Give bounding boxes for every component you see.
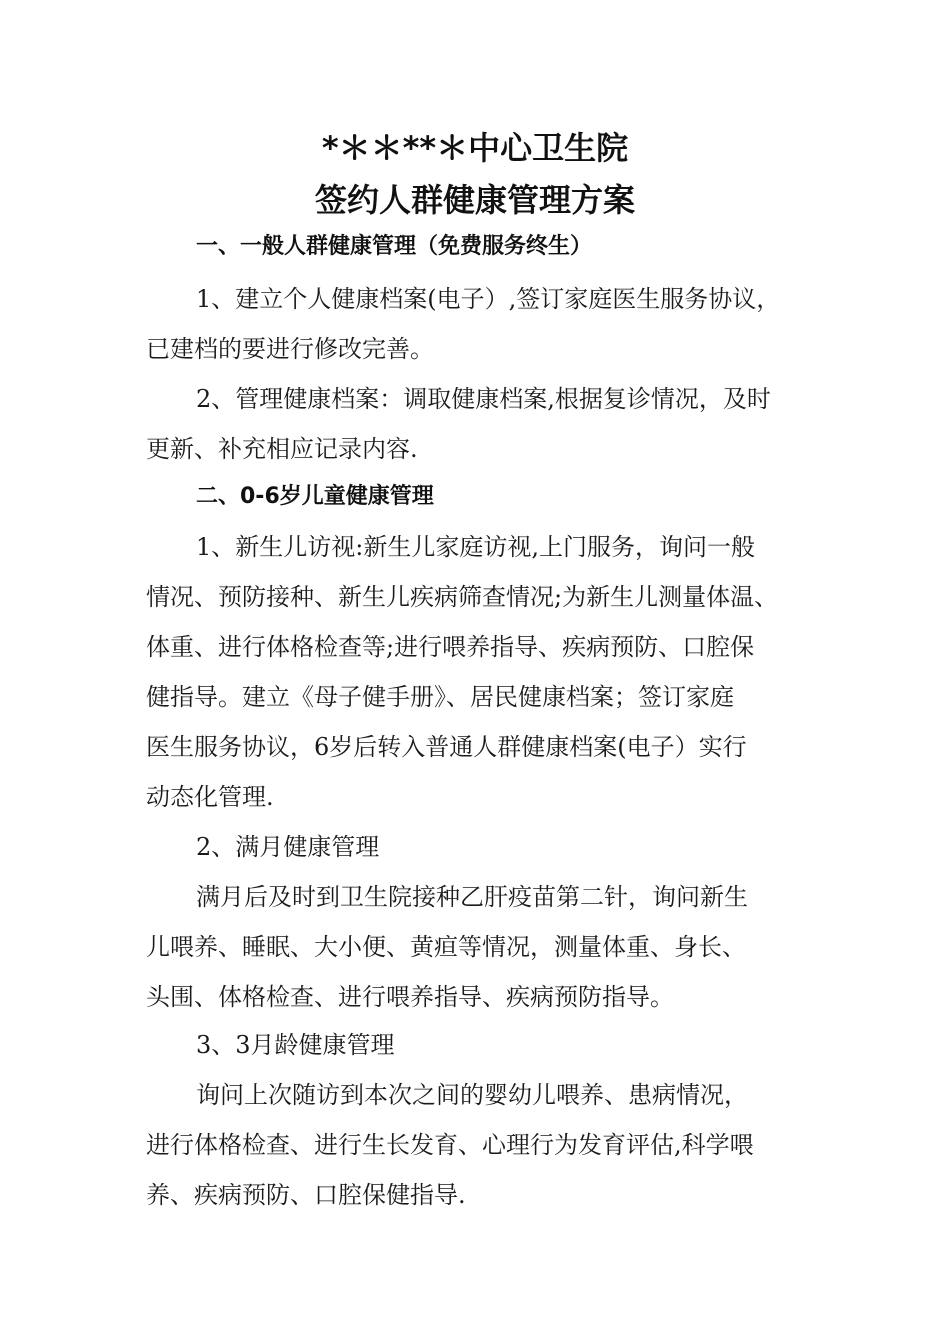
section2-item3-line1: 询问上次随访到本次之间的婴幼儿喂养、患病情况，	[196, 1081, 748, 1109]
section1-item2-line1: 2、管理健康档案：调取健康档案,根据复诊情况，及时	[196, 385, 771, 413]
title-hospital-name: *＊＊**＊中心卫生院	[321, 129, 629, 167]
section2-item1-line5: 医生服务协议，6岁后转入普通人群健康档案(电子）实行	[146, 733, 747, 761]
section2-item3-line2: 进行体格检查、进行生长发育、心理行为发育评估,科学喂	[146, 1131, 754, 1159]
section1-heading: 一、一般人群健康管理（免费服务终生）	[196, 234, 593, 259]
section1-item1-line2: 已建档的要进行修改完善。	[146, 335, 434, 363]
section2-item3-title: 3、3月龄健康管理	[196, 1031, 395, 1059]
section2-item1-line4: 健指导。建立《母子健手册》、居民健康档案；签订家庭	[146, 683, 734, 711]
section1-item1-line1: 1、建立个人健康档案(电子）,签订家庭医生服务协议，	[196, 285, 781, 313]
section2-item1-line2: 情况、预防接种、新生儿疾病筛查情况;为新生儿测量体温、	[146, 583, 779, 611]
section2-item3-line3: 养、疾病预防、口腔保健指导.	[146, 1181, 466, 1209]
section2-item2-line1: 满月后及时到卫生院接种乙肝疫苗第二针，询问新生	[196, 883, 748, 911]
title-plan-name: 签约人群健康管理方案	[314, 181, 635, 219]
section2-heading: 二、0-6岁儿童健康管理	[196, 484, 434, 509]
section2-item1-line3: 体重、进行体格检查等;进行喂养指导、疾病预防、口腔保	[146, 633, 755, 661]
section2-item1-line6: 动态化管理.	[146, 783, 274, 811]
section1-item2-line2: 更新、补充相应记录内容.	[146, 435, 418, 463]
section2-item2-line3: 头围、体格检查、进行喂养指导、疾病预防指导。	[146, 983, 674, 1011]
section2-item2-line2: 儿喂养、睡眠、大小便、黄疸等情况，测量体重、身长、	[146, 933, 746, 961]
section2-item1-line1: 1、新生儿访视:新生儿家庭访视,上门服务，询问一般	[196, 533, 755, 561]
section2-item2-title: 2、满月健康管理	[196, 833, 380, 861]
